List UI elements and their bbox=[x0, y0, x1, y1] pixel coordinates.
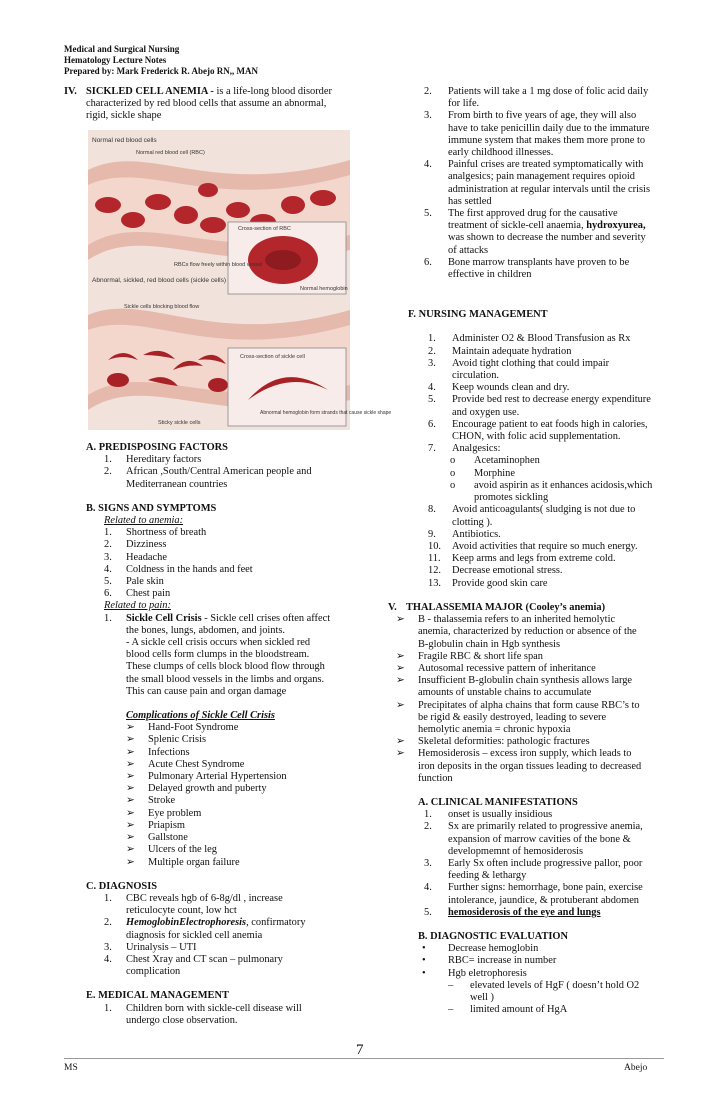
clinical-manifestations-list bbox=[388, 809, 678, 907]
list-item: 1. Sickle Cell Crisis - Sickle cell crises often affect bbox=[104, 612, 331, 624]
list-item: 4. Coldness in the hands and feet bbox=[104, 563, 253, 575]
list-text: Sx are primarily related to progressive anemia, bbox=[448, 821, 643, 833]
list-item: 5. The first approved drug for the causative bbox=[424, 208, 618, 220]
list-item bbox=[428, 504, 664, 516]
figure-label-b: Abnormal, sickled, red blood cells (sickle cells) bbox=[92, 277, 227, 284]
list-item: 2. HemoglobinElectrophoresis, confirmatory bbox=[104, 917, 306, 929]
list-item: 6. Bone marrow transplants have proven to be bbox=[424, 256, 630, 268]
diagnostic-evaluation-list bbox=[388, 943, 678, 980]
bullet-marker: ➢ bbox=[126, 722, 135, 734]
list-item bbox=[396, 700, 678, 712]
list-text: limited amount of HgA bbox=[470, 1004, 568, 1016]
list-item: 5. hemosiderosis of the eye and lungs bbox=[424, 906, 601, 918]
list-item bbox=[422, 955, 678, 967]
list-text: Hgb eletrophoresis bbox=[448, 967, 527, 979]
bullet-marker: ➢ bbox=[126, 771, 135, 783]
list-text: Antibiotics. bbox=[452, 528, 501, 540]
list-text: Early Sx often include progressive pallor, poor bbox=[448, 858, 643, 870]
list-item bbox=[422, 968, 678, 980]
list-text: Eye problem bbox=[148, 807, 202, 819]
bullet-marker: ➢ bbox=[126, 758, 135, 770]
list-item bbox=[428, 578, 664, 590]
list-text: Gallstone bbox=[148, 832, 188, 844]
list-item bbox=[126, 747, 356, 759]
list-item bbox=[126, 795, 356, 807]
list-item: 1. Shortness of breath bbox=[104, 527, 207, 539]
list-item bbox=[126, 820, 356, 832]
bullet-marker: ➢ bbox=[396, 736, 405, 748]
list-item bbox=[126, 771, 356, 783]
list-item bbox=[428, 565, 664, 577]
footer-divider bbox=[64, 1058, 664, 1059]
document-header bbox=[64, 44, 258, 77]
bullet-marker: o bbox=[450, 467, 456, 479]
footer-right: Abejo bbox=[624, 1063, 648, 1073]
list-text: Pulmonary Arterial Hypertension bbox=[148, 771, 287, 783]
bullet-marker: ➢ bbox=[396, 614, 405, 626]
list-text-cont: amounts of unstable chains to accumulate bbox=[418, 687, 592, 699]
bullet-marker: ➢ bbox=[126, 819, 135, 831]
right-column: 2. Patients will take a 1 mg dose of folic acid daily for life. 3. From birth to five years of age, they will also have to take penicillin daily due to the immature immune system that makes them more prone to early childhood illnesses. 4. Painful crises are treated symptomatically with analgesics; pain management requires opioid administration at regular intervals until the crisis has settled 5. The first approved drug for the causative treatment of sickle-cell anaemia, hydroxyurea, was shown to decrease the number and severity of attacks 6. Bone marrow transplants have proven to be effective in children F. NURSING MANAGEMENT 1. Administer O2 & Blood Transfusion as Rx 2. Maintain adequate hydration 3. Avoid tight clothing that could impair circulation. 4. Keep wounds clean and dry. 5. Provide bed rest to decrease energy expenditure and oxygen use. 6. Encourage patient to eat foods high in calories, CHON, with folic acid supplementation. 7. Analgesics: o Acetaminophen o Morphine o avoid aspirin as it enhances acidosis,which promotes sickling 8. Avoid anticoagulants( sludging is not due to clotting ). 9. Antibiotics. 10. Avoid activities that require so much energy. 11. Keep arms and legs from extreme cold. 12. Decrease emotional stress. 13. Provide good skin care bbox=[388, 86, 664, 590]
bullet-marker: ➢ bbox=[126, 856, 135, 868]
list-item bbox=[424, 882, 678, 894]
list-number: 3. bbox=[424, 858, 432, 870]
hgb-electrophoresis-sublist bbox=[388, 980, 678, 1017]
list-item: 5. Pale skin bbox=[104, 576, 164, 588]
list-text: Hand-Foot Syndrome bbox=[148, 722, 239, 734]
section-v-title: THALASSEMIA MAJOR (Cooley’s anemia) bbox=[406, 602, 606, 613]
subheading-anemia: Related to anemia: bbox=[104, 515, 184, 527]
list-item bbox=[450, 480, 664, 492]
list-number: 2. bbox=[424, 86, 432, 97]
list-item bbox=[424, 821, 678, 833]
analgesics-list bbox=[428, 455, 664, 504]
list-item bbox=[126, 844, 356, 856]
list-text: Acute Chest Syndrome bbox=[148, 758, 245, 770]
list-text: Skeletal deformities: pathologic fractures bbox=[418, 736, 590, 748]
list-item: 6. Chest pain bbox=[104, 588, 171, 600]
figure-label-hgb: Normal hemoglobin bbox=[300, 286, 348, 292]
list-text-cont: feeding & lethargy bbox=[448, 870, 527, 882]
list-text: Administer O2 & Blood Transfusion as Rx bbox=[452, 333, 631, 345]
bullet-marker: ➢ bbox=[126, 795, 135, 807]
list-text-cont: has settled bbox=[448, 195, 492, 207]
hydroxyurea-term: hydroxyurea, bbox=[586, 220, 646, 232]
list-text-cont: hemolytic anemia = chronic hypoxia bbox=[418, 724, 571, 736]
list-item bbox=[428, 529, 664, 541]
list-text: Avoid tight clothing that could impair bbox=[452, 357, 610, 369]
list-text-cont: have to take penicillin daily due to the immature bbox=[448, 122, 650, 134]
list-text: Provide bed rest to decrease energy expenditure bbox=[452, 394, 651, 406]
list-text: elevated levels of HgF ( doesn’t hold O2 bbox=[470, 979, 640, 991]
list-item: 3. Headache bbox=[104, 551, 167, 563]
bullet-marker: • bbox=[422, 943, 426, 955]
list-item bbox=[448, 980, 678, 992]
list-text: Morphine bbox=[474, 467, 515, 479]
list-item bbox=[422, 943, 678, 955]
sickle-cell-illustration bbox=[88, 130, 392, 430]
list-item bbox=[396, 675, 678, 687]
bullet-marker: ➢ bbox=[396, 699, 405, 711]
list-item bbox=[424, 159, 664, 171]
bullet-marker: ➢ bbox=[396, 748, 405, 760]
list-number: 1. bbox=[424, 809, 432, 821]
figure-label-block: Sickle cells blocking blood flow bbox=[124, 304, 200, 310]
list-text: Fragile RBC & short life span bbox=[418, 650, 543, 662]
list-text-cont: immune system that makes them more prone to bbox=[448, 134, 646, 146]
list-item bbox=[450, 468, 664, 480]
list-text-cont: B-globulin chain in Hgb synthesis bbox=[418, 638, 560, 650]
list-item bbox=[428, 358, 664, 370]
list-text-cont: early childhood illnesses. bbox=[448, 147, 554, 159]
list-item: 1. Hereditary factors bbox=[104, 454, 202, 466]
list-item: 4. Chest Xray and CT scan – pulmonary bbox=[104, 953, 283, 965]
list-text-cont: for life. bbox=[448, 98, 480, 110]
list-text: Delayed growth and puberty bbox=[148, 783, 267, 795]
list-text: Encourage patient to eat foods high in calories, bbox=[452, 418, 648, 430]
nursing-management-list-cont bbox=[428, 504, 664, 589]
list-text-cont: iron deposits in the organ tissues leading to decreased bbox=[418, 760, 642, 772]
list-item bbox=[428, 333, 664, 345]
section-v-heading: V. THALASSEMIA MAJOR (Cooley’s anemia) bbox=[388, 602, 678, 614]
list-item: 2. African ,South/Central American people and bbox=[104, 466, 312, 478]
list-item bbox=[126, 832, 356, 844]
list-text-cont: function bbox=[418, 772, 453, 784]
list-text: B - thalassemia refers to an inherited hemolytic bbox=[418, 614, 616, 626]
bullet-marker: – bbox=[448, 979, 454, 991]
bullet-marker: ➢ bbox=[126, 844, 135, 856]
list-text: Multiple organ failure bbox=[148, 856, 240, 868]
list-number: 4. bbox=[424, 159, 432, 171]
list-text: Ulcers of the leg bbox=[148, 844, 217, 856]
list-item: 3. Urinalysis – UTI bbox=[104, 941, 197, 953]
list-text: Priapism bbox=[148, 819, 185, 831]
list-number: 10. bbox=[428, 540, 441, 552]
list-text: Avoid anticoagulants( sludging is not due to bbox=[452, 504, 636, 516]
list-item bbox=[424, 809, 678, 821]
list-item bbox=[396, 736, 678, 748]
bullet-marker: – bbox=[448, 1004, 454, 1016]
list-number: 4. bbox=[424, 882, 432, 894]
list-text: Autosomal recessive pattern of inheritance bbox=[418, 663, 596, 675]
list-number: 1. bbox=[428, 333, 436, 345]
list-text: Analgesics: bbox=[452, 443, 501, 455]
list-text: Acetaminophen bbox=[474, 455, 540, 467]
bullet-marker: ➢ bbox=[126, 746, 135, 758]
bullet-marker: ➢ bbox=[126, 832, 135, 844]
section-f-title: F. NURSING MANAGEMENT bbox=[408, 309, 548, 321]
list-text: onset is usually insidious bbox=[448, 809, 553, 821]
list-text-cont: expansion of marrow cavities of the bone & bbox=[448, 833, 631, 845]
section-a-title: A. PREDISPOSING FACTORS bbox=[86, 442, 228, 453]
list-text: Keep arms and legs from extreme cold. bbox=[452, 553, 616, 565]
section-va-title: A. CLINICAL MANIFESTATIONS bbox=[418, 797, 578, 809]
bullet-marker: ➢ bbox=[396, 650, 405, 662]
list-text: Further signs: hemorrhage, bone pain, exercise bbox=[448, 882, 643, 894]
list-number: 5. bbox=[428, 394, 436, 406]
list-text: Avoid activities that require so much energy. bbox=[452, 540, 638, 552]
section-b-title: B. SIGNS AND SYMPTOMS bbox=[86, 502, 217, 514]
list-text-cont: and oxygen use. bbox=[452, 406, 520, 418]
list-item bbox=[396, 748, 678, 760]
left-column-lower: A. PREDISPOSING FACTORS 1. Hereditary factors 2. African ,South/Central American people and Mediterranean countries B. SIGNS AND SYMPTOMS Related to anemia: 1. Shortness of breath 2. Dizziness 3. Headache 4. Coldness in the hands and feet 5. Pale skin 6. Chest pain Related to pain: 1. Sickle Cell Crisis - Sickle cell crises often affect the bones, lungs, abdomen, and joints. - A sickle cell crisis occurs when sickled red blood cells form clumps in the bloodstream. These clumps of cells block blood flow through the small blood vessels in the limbs and organs. This can cause pain and organ damage Complications of Sickle Cell Crisis ➢ Hand-Foot Syndrome ➢ Splenic Crisis ➢ Infections ➢ Acute Chest Syndrome ➢ Pulmonary Arterial Hypertension ➢ Delayed growth and puberty ➢ Stroke ➢ Eye problem ➢ Priapism ➢ Gallstone ➢ Ulcers of the leg ➢ Multiple organ failure C. DIAGNOSIS 1. CBC reveals hgb of 6-8g/dl , increase reticulocyte count, low hct 2. HemoglobinElectrophoresis, confirmatory diagnosis for sickled cell anemia 3. Urinalysis – UTI 4. Chest Xray and CT scan – pulmonary complication E. MEDICAL MANAGEMENT 1. Children born with sickle-cell disease will undergo close observation. bbox=[64, 442, 356, 1027]
complications-title: Complications of Sickle Cell Crisis bbox=[126, 710, 275, 722]
section-iv-title: SICKLED CELL ANEMIA - bbox=[86, 86, 214, 97]
header-course: Medical and Surgical Nursing bbox=[64, 44, 180, 54]
list-text-cont: anemia, characterized by reduction or absence of the bbox=[418, 626, 637, 638]
list-item bbox=[428, 443, 664, 455]
list-item bbox=[396, 614, 678, 626]
list-text-cont: well ) bbox=[470, 992, 494, 1004]
list-text-cont: be rigid & easily destroyed, leading to severe bbox=[418, 711, 607, 723]
bullet-marker: o bbox=[450, 479, 456, 491]
list-number: 3. bbox=[424, 110, 432, 122]
list-text: Patients will take a 1 mg dose of folic acid daily bbox=[448, 86, 649, 97]
list-item bbox=[428, 419, 664, 431]
list-item bbox=[428, 541, 664, 553]
figure-label-flow: RBCs flow freely within blood vessel bbox=[174, 262, 263, 268]
subheading-pain: Related to pain: bbox=[104, 600, 171, 612]
header-subject: Hematology Lecture Notes bbox=[64, 55, 167, 65]
list-text: Infections bbox=[148, 746, 190, 758]
list-number: 8. bbox=[428, 504, 436, 516]
list-text: RBC= increase in number bbox=[448, 955, 557, 967]
bullet-marker: ➢ bbox=[126, 783, 135, 795]
list-text-cont: CHON, with folic acid supplementation. bbox=[452, 431, 621, 443]
list-item: 2. Dizziness bbox=[104, 539, 167, 551]
list-item bbox=[450, 455, 664, 467]
list-item bbox=[424, 110, 664, 122]
figure-label-cross2: Cross-section of sickle cell bbox=[240, 354, 305, 360]
list-item bbox=[126, 857, 356, 869]
figure-label-cross: Cross-section of RBC bbox=[238, 226, 291, 232]
list-item bbox=[126, 783, 356, 795]
list-item: 1. Children born with sickle-cell disease will bbox=[104, 1002, 302, 1014]
list-text: Decrease emotional stress. bbox=[452, 565, 563, 577]
list-text: Splenic Crisis bbox=[148, 734, 207, 746]
bullet-marker: • bbox=[422, 967, 426, 979]
bullet-marker: • bbox=[422, 955, 426, 967]
list-item bbox=[428, 346, 664, 358]
bullet-marker: o bbox=[450, 455, 456, 467]
list-text-cont: clotting ). bbox=[452, 516, 493, 528]
thalassemia-list bbox=[388, 614, 678, 785]
list-item bbox=[424, 858, 678, 870]
list-item: 1. CBC reveals hgb of 6-8g/dl , increase bbox=[104, 892, 283, 904]
list-item bbox=[448, 1004, 678, 1016]
list-number: 4. bbox=[428, 382, 436, 394]
list-text: Decrease hemoglobin bbox=[448, 943, 539, 955]
figure-label-rbc: Normal red blood cell (RBC) bbox=[136, 150, 205, 156]
section-iv-definition: characterized by red blood cells that assume an abnormal, rigid, sickle shape bbox=[86, 98, 327, 122]
section-c-title: C. DIAGNOSIS bbox=[86, 880, 158, 892]
footer-left: MS bbox=[64, 1063, 78, 1073]
section-vb-title: B. DIAGNOSTIC EVALUATION bbox=[418, 931, 569, 943]
list-text-cont: analgesics; pain management requires opioid bbox=[448, 171, 635, 183]
list-number: 13. bbox=[428, 577, 441, 589]
list-text-cont: intolerance, jaundice, & protuberant abdomen bbox=[448, 894, 639, 906]
list-text: Hemosiderosis – excess iron supply, which leads to bbox=[418, 748, 632, 760]
bullet-marker: ➢ bbox=[396, 663, 405, 675]
list-text: Insufficient B-globulin chain synthesis allows large bbox=[418, 675, 633, 687]
list-text: Keep wounds clean and dry. bbox=[452, 382, 570, 394]
medical-management-list bbox=[388, 86, 664, 208]
list-number: 9. bbox=[428, 528, 436, 540]
list-number: 2. bbox=[428, 345, 436, 357]
section-e-title: E. MEDICAL MANAGEMENT bbox=[86, 990, 229, 1002]
list-number: 2. bbox=[424, 821, 432, 833]
list-text: From birth to five years of age, they will also bbox=[448, 110, 637, 122]
list-number: 3. bbox=[428, 357, 436, 369]
page-number: 7 bbox=[356, 1042, 364, 1058]
list-item bbox=[126, 722, 356, 734]
nursing-management-list bbox=[428, 333, 664, 455]
list-number: 6. bbox=[428, 418, 436, 430]
list-item bbox=[428, 382, 664, 394]
figure-label-a: Normal red blood cells bbox=[92, 137, 157, 144]
list-item bbox=[126, 734, 356, 746]
section-iv-heading: IV. SICKLED CELL ANEMIA - is a life-long blood disorder bbox=[64, 86, 332, 97]
complications-list bbox=[126, 722, 356, 868]
list-number: 12. bbox=[428, 565, 441, 577]
list-text: Painful crises are treated symptomatically with bbox=[448, 159, 644, 171]
list-item bbox=[428, 553, 664, 565]
list-text: Provide good skin care bbox=[452, 577, 548, 589]
list-text: Precipitates of alpha chains that form cause RBC’s to bbox=[418, 699, 640, 711]
left-column bbox=[64, 86, 356, 123]
list-text: Stroke bbox=[148, 795, 176, 807]
list-text-cont: developmemnt of hemosiderosis bbox=[448, 845, 584, 857]
bullet-marker: ➢ bbox=[126, 734, 135, 746]
list-item bbox=[424, 86, 664, 98]
list-text: Maintain adequate hydration bbox=[452, 345, 572, 357]
list-item bbox=[396, 651, 678, 663]
list-item bbox=[396, 663, 678, 675]
figure-label-abn: Abnormal hemoglobin form strands that cause sickle shape bbox=[260, 410, 392, 416]
list-item bbox=[428, 394, 664, 406]
list-text-cont: administration at regular intervals until the crisis bbox=[448, 183, 650, 195]
bullet-marker: ➢ bbox=[396, 675, 405, 687]
list-number: 11. bbox=[428, 553, 441, 565]
list-item bbox=[126, 808, 356, 820]
list-text: avoid aspirin as it enhances acidosis,which bbox=[474, 479, 653, 491]
bullet-marker: ➢ bbox=[126, 807, 135, 819]
figure-label-sticky: Sticky sickle cells bbox=[158, 420, 201, 426]
header-author: Prepared by: Mark Frederick R. Abejo RN,, MAN bbox=[64, 66, 258, 76]
section-v bbox=[388, 602, 678, 1017]
list-item bbox=[126, 759, 356, 771]
list-text-cont: circulation. bbox=[452, 370, 500, 382]
list-text-cont: promotes sickling bbox=[474, 492, 549, 504]
list-number: 7. bbox=[428, 443, 436, 455]
